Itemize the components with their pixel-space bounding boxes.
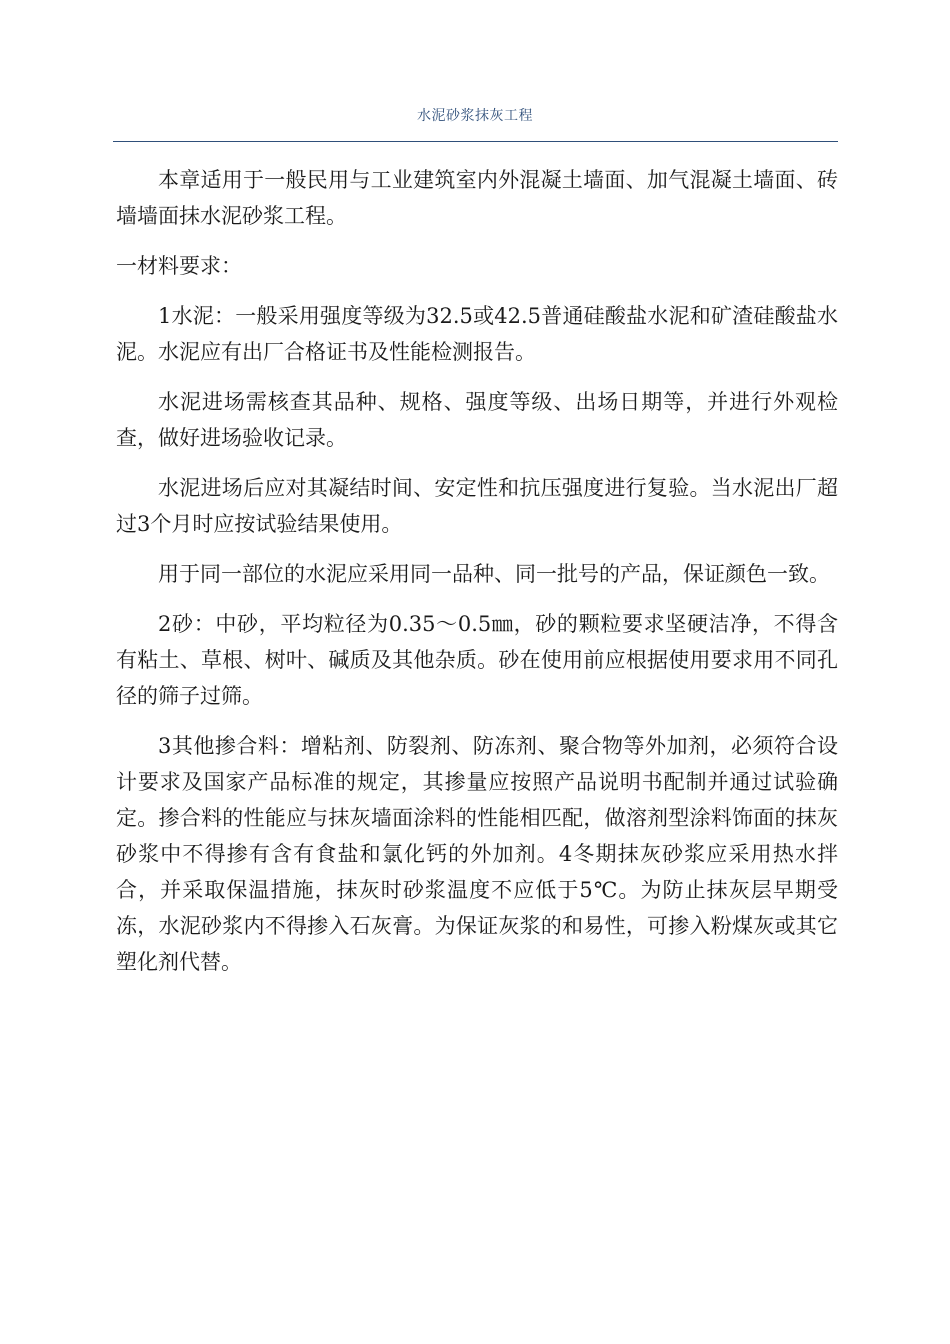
- section-heading-material-requirements: 一材料要求：: [116, 254, 242, 278]
- page-header-title: 水泥砂浆抹灰工程: [417, 108, 533, 124]
- document-body: [116, 162, 838, 994]
- paragraph-cement-retest: 水泥进场后应对其凝结时间、安定性和抗压强度进行复验。当水泥出厂超过3个月时应按试验结果使用。: [116, 476, 838, 536]
- paragraph-cement-consistency: 用于同一部位的水泥应采用同一品种、同一批号的产品，保证颜色一致。: [158, 562, 830, 586]
- paragraph-cement-inspection: 水泥进场需核查其品种、规格、强度等级、出场日期等，并进行外观检查，做好进场验收记录。: [116, 390, 838, 450]
- header-divider: [113, 141, 838, 142]
- paragraph-cement: 1水泥：一般采用强度等级为32.5或42.5普通硅酸盐水泥和矿渣硅酸盐水泥。水泥应有出厂合格证书及性能检测报告。: [116, 304, 838, 364]
- paragraph-scope: 本章适用于一般民用与工业建筑室内外混凝土墙面、加气混凝土墙面、砖墙墙面抹水泥砂浆工程。: [116, 168, 838, 228]
- paragraph-admixtures: 3其他掺合料：增粘剂、防裂剂、防冻剂、聚合物等外加剂，必须符合设计要求及国家产品标准的规定，其掺量应按照产品说明书配制并通过试验确定。掺合料的性能应与抹灰墙面涂料的性能相匹配，做溶剂型涂料饰面的抹灰砂浆中不得掺有含有食盐和氯化钙的外加剂。4冬期抹灰砂浆应采用热水拌合，并采取保温措施，抹灰时砂浆温度不应低于5℃。为防止抹灰层早期受冻，水泥砂浆内不得掺入石灰膏。为保证灰浆的和易性，可掺入粉煤灰或其它塑化剂代替。: [116, 734, 838, 974]
- paragraph-sand: 2砂：中砂，平均粒径为0.35～0.5㎜，砂的颗粒要求坚硬洁净，不得含有粘土、草根、树叶、碱质及其他杂质。砂在使用前应根据使用要求用不同孔径的筛子过筛。: [116, 612, 838, 708]
